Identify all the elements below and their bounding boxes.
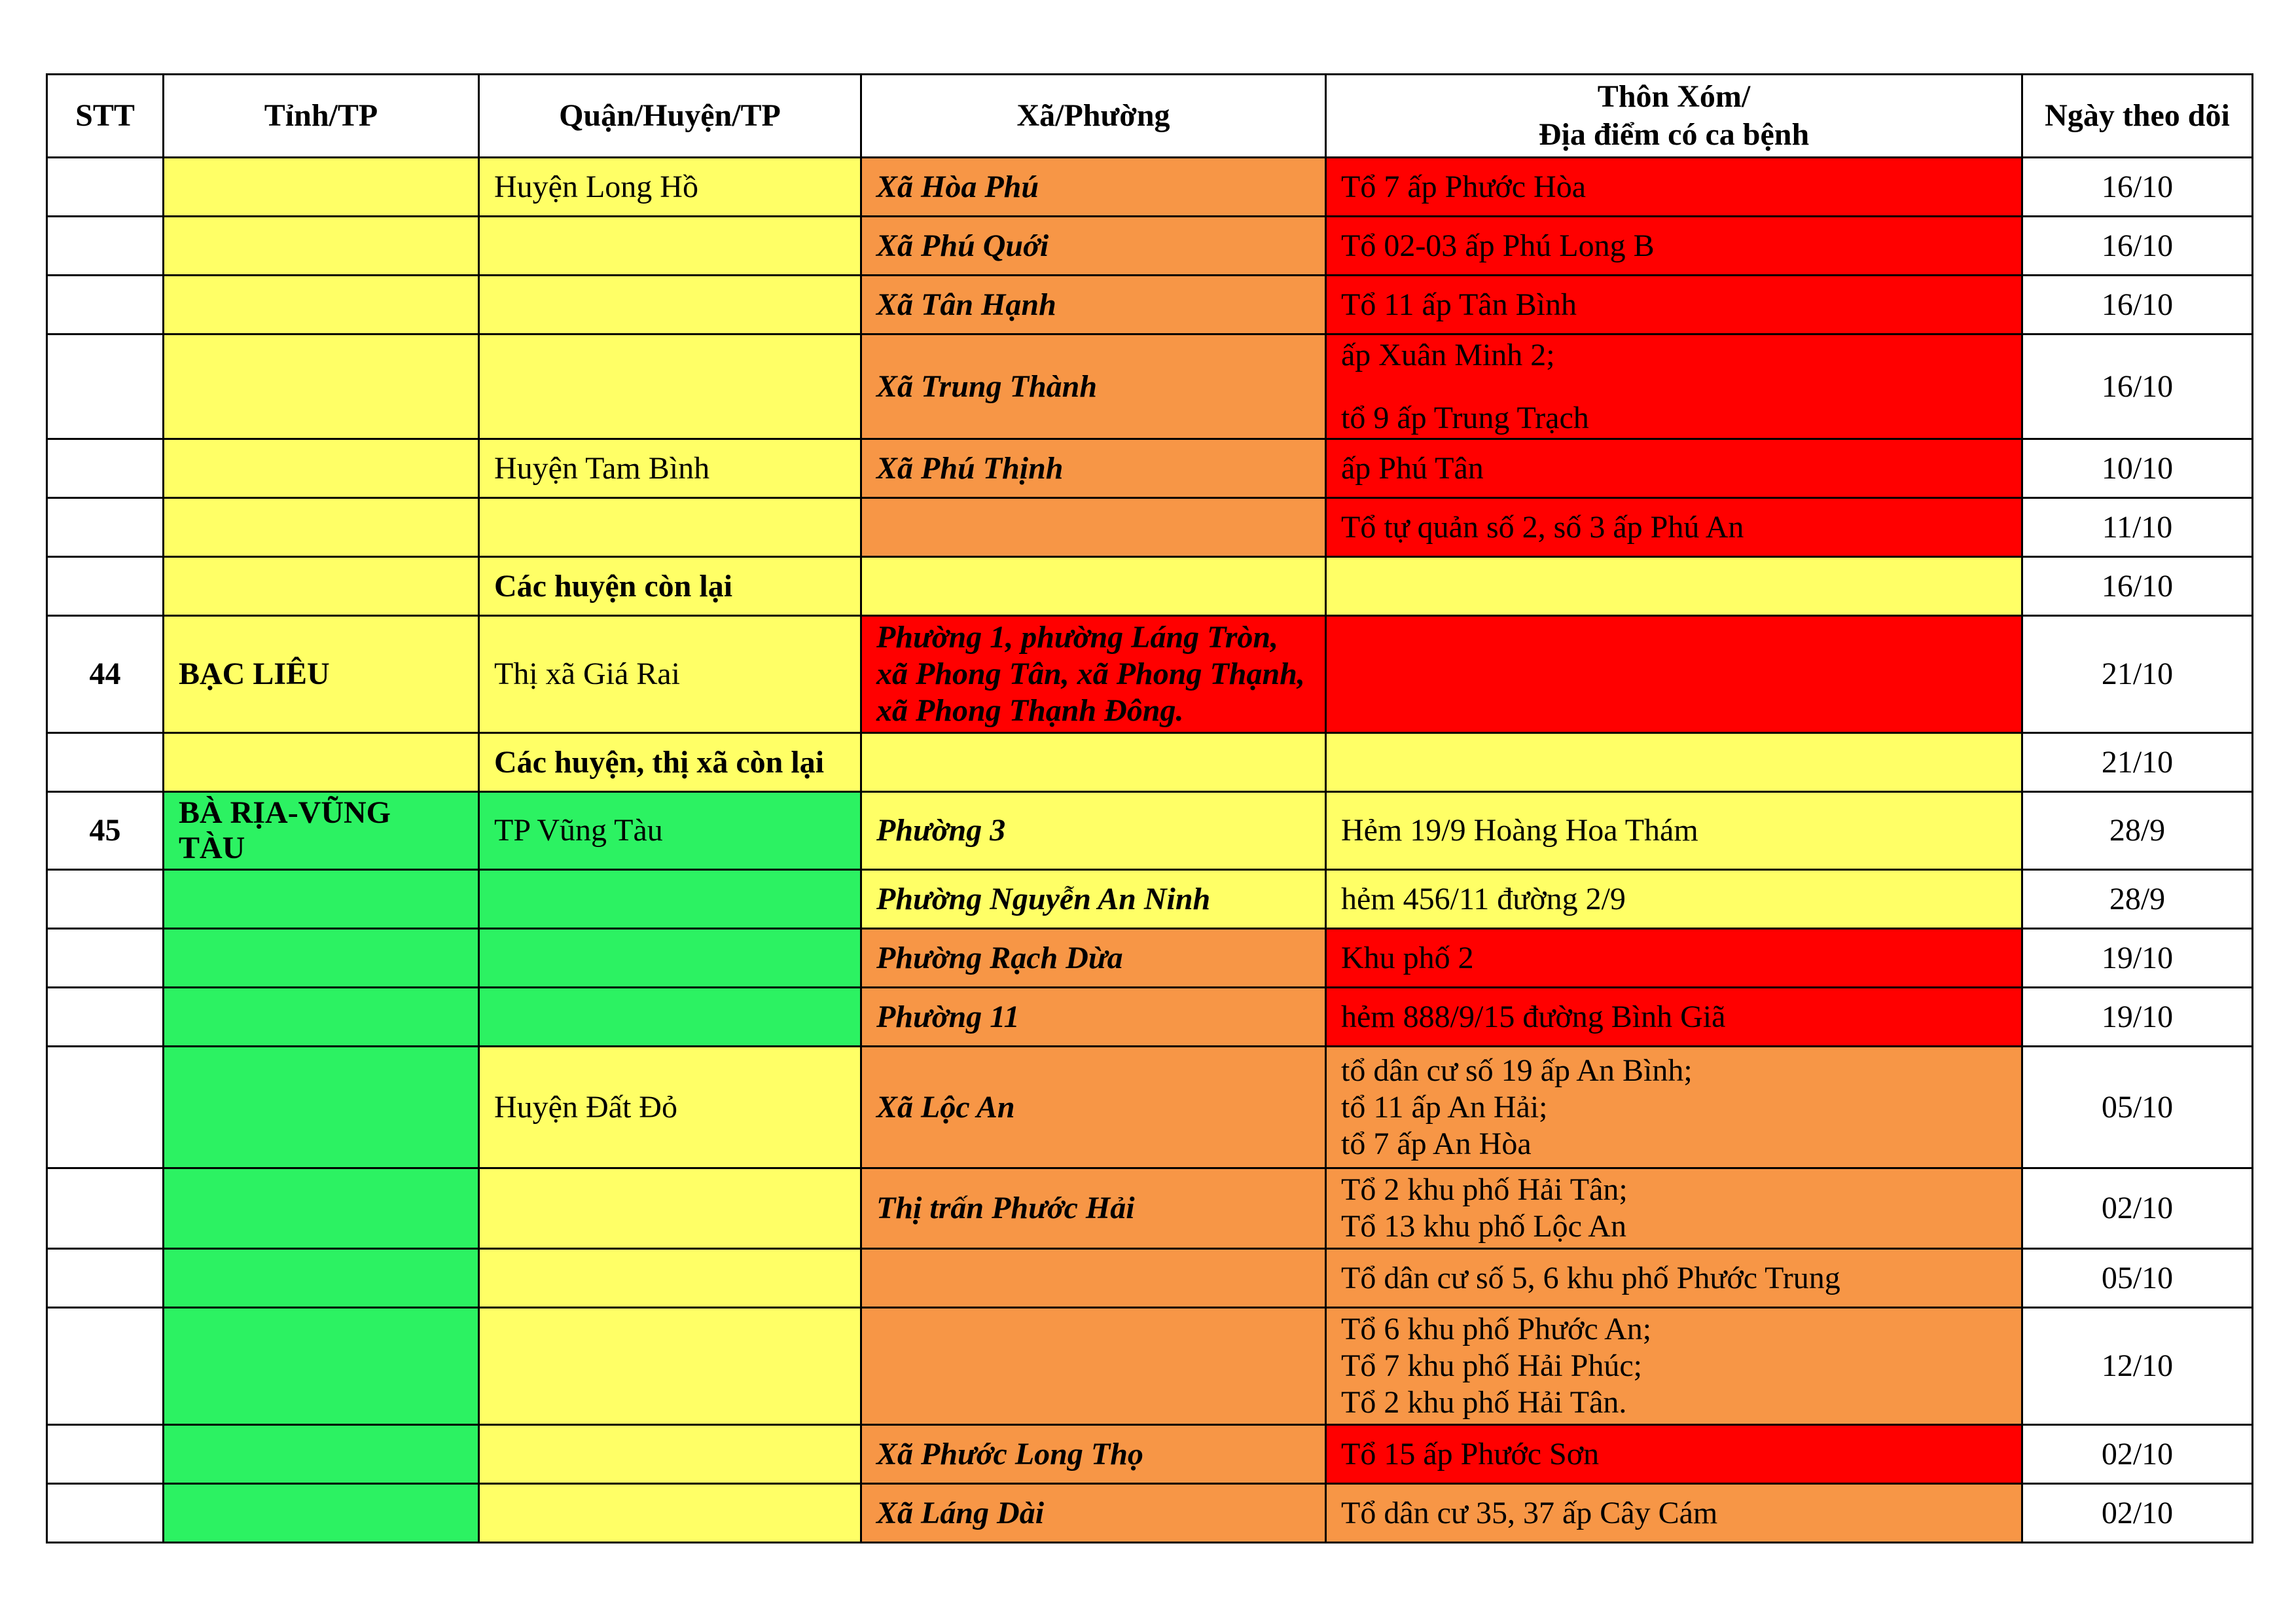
location-cell: Tổ dân cư 35, 37 ấp Cây Cám	[1326, 1484, 2022, 1543]
ward-cell	[861, 557, 1326, 616]
date-cell: 19/10	[2022, 988, 2253, 1047]
district-cell: Huyện Tam Bình	[479, 439, 861, 498]
covid-zone-table	[46, 73, 2253, 1543]
stt-cell	[47, 1484, 164, 1543]
location-cell: hẻm 888/9/15 đường Bình Giã	[1326, 988, 2022, 1047]
table-row	[47, 276, 2253, 334]
date-cell: 21/10	[2022, 733, 2253, 792]
table-row	[47, 733, 2253, 792]
district-cell	[479, 988, 861, 1047]
date-cell: 02/10	[2022, 1484, 2253, 1543]
ward-cell: Xã Trung Thành	[861, 334, 1326, 439]
district-cell	[479, 217, 861, 276]
date-cell: 02/10	[2022, 1168, 2253, 1249]
district-cell: Các huyện còn lại	[479, 557, 861, 616]
table-row	[47, 158, 2253, 217]
province-cell	[164, 870, 479, 929]
ward-cell	[861, 498, 1326, 557]
table-row	[47, 498, 2253, 557]
date-cell: 12/10	[2022, 1308, 2253, 1425]
province-cell	[164, 1168, 479, 1249]
date-cell: 05/10	[2022, 1047, 2253, 1168]
district-cell	[479, 929, 861, 988]
date-cell: 16/10	[2022, 334, 2253, 439]
date-cell: 05/10	[2022, 1249, 2253, 1308]
ward-cell: Xã Phú Quới	[861, 217, 1326, 276]
header-date: Ngày theo dõi	[2022, 75, 2253, 158]
ward-cell: Xã Phước Long Thọ	[861, 1425, 1326, 1484]
province-cell	[164, 929, 479, 988]
table-row	[47, 616, 2253, 733]
stt-cell	[47, 1047, 164, 1168]
table-row	[47, 217, 2253, 276]
location-cell: Tổ 15 ấp Phước Sơn	[1326, 1425, 2022, 1484]
location-cell	[1326, 733, 2022, 792]
location-cell: Tổ dân cư số 5, 6 khu phố Phước Trung	[1326, 1249, 2022, 1308]
location-cell: Tổ 02-03 ấp Phú Long B	[1326, 217, 2022, 276]
district-cell	[479, 1308, 861, 1425]
district-cell: Huyện Long Hồ	[479, 158, 861, 217]
ward-cell: Phường Nguyễn An Ninh	[861, 870, 1326, 929]
district-cell	[479, 1425, 861, 1484]
stt-cell	[47, 870, 164, 929]
province-cell	[164, 1047, 479, 1168]
table-row	[47, 1249, 2253, 1308]
ward-cell: Phường 1, phường Láng Tròn, xã Phong Tân, xã Phong Thạnh, xã Phong Thạnh Đông.	[861, 616, 1326, 733]
table-row	[47, 1308, 2253, 1425]
header-row	[47, 75, 2253, 158]
district-cell: Huyện Đất Đỏ	[479, 1047, 861, 1168]
location-cell	[1326, 616, 2022, 733]
district-cell: Thị xã Giá Rai	[479, 616, 861, 733]
stt-cell: 45	[47, 792, 164, 870]
province-cell	[164, 439, 479, 498]
stt-cell	[47, 1308, 164, 1425]
province-cell	[164, 1249, 479, 1308]
province-cell	[164, 1484, 479, 1543]
district-cell: TP Vũng Tàu	[479, 792, 861, 870]
stt-cell	[47, 557, 164, 616]
ward-cell: Phường 3	[861, 792, 1326, 870]
stt-cell	[47, 1249, 164, 1308]
province-cell	[164, 1425, 479, 1484]
ward-cell	[861, 1308, 1326, 1425]
table-row	[47, 1047, 2253, 1168]
stt-cell	[47, 217, 164, 276]
date-cell: 10/10	[2022, 439, 2253, 498]
province-cell	[164, 217, 479, 276]
district-cell	[479, 870, 861, 929]
stt-cell	[47, 1168, 164, 1249]
table-row	[47, 870, 2253, 929]
district-cell: Các huyện, thị xã còn lại	[479, 733, 861, 792]
table-row	[47, 334, 2253, 439]
location-cell: Tổ 6 khu phố Phước An; Tổ 7 khu phố Hải Phúc; Tổ 2 khu phố Hải Tân.	[1326, 1308, 2022, 1425]
table-row	[47, 557, 2253, 616]
date-cell: 21/10	[2022, 616, 2253, 733]
stt-cell	[47, 439, 164, 498]
table-row	[47, 988, 2253, 1047]
date-cell: 16/10	[2022, 217, 2253, 276]
date-cell: 28/9	[2022, 792, 2253, 870]
header-district: Quận/Huyện/TP	[479, 75, 861, 158]
ward-cell: Phường 11	[861, 988, 1326, 1047]
district-cell	[479, 1484, 861, 1543]
location-cell: Tổ 7 ấp Phước Hòa	[1326, 158, 2022, 217]
stt-cell: 44	[47, 616, 164, 733]
header-province: Tỉnh/TP	[164, 75, 479, 158]
district-cell	[479, 1249, 861, 1308]
stt-cell	[47, 929, 164, 988]
ward-cell: Thị trấn Phước Hải	[861, 1168, 1326, 1249]
date-cell: 11/10	[2022, 498, 2253, 557]
location-cell: Tổ 11 ấp Tân Bình	[1326, 276, 2022, 334]
district-cell	[479, 1168, 861, 1249]
province-cell: BÀ RỊA-VŨNG TÀU	[164, 792, 479, 870]
table-row	[47, 929, 2253, 988]
ward-cell: Xã Tân Hạnh	[861, 276, 1326, 334]
date-cell: 16/10	[2022, 158, 2253, 217]
date-cell: 16/10	[2022, 557, 2253, 616]
location-cell: Khu phố 2	[1326, 929, 2022, 988]
ward-cell: Xã Hòa Phú	[861, 158, 1326, 217]
province-cell	[164, 988, 479, 1047]
table-row	[47, 792, 2253, 870]
stt-cell	[47, 988, 164, 1047]
table-row	[47, 1168, 2253, 1249]
stt-cell	[47, 334, 164, 439]
ward-cell: Xã Lộc An	[861, 1047, 1326, 1168]
table-row	[47, 439, 2253, 498]
header-stt: STT	[47, 75, 164, 158]
date-cell: 19/10	[2022, 929, 2253, 988]
stt-cell	[47, 276, 164, 334]
date-cell: 28/9	[2022, 870, 2253, 929]
table-row	[47, 1484, 2253, 1543]
location-cell: ấp Xuân Minh 2; tổ 9 ấp Trung Trạch	[1326, 334, 2022, 439]
date-cell: 02/10	[2022, 1425, 2253, 1484]
date-cell: 16/10	[2022, 276, 2253, 334]
district-cell	[479, 498, 861, 557]
location-cell: ấp Phú Tân	[1326, 439, 2022, 498]
province-cell	[164, 733, 479, 792]
ward-cell: Xã Phú Thịnh	[861, 439, 1326, 498]
province-cell	[164, 557, 479, 616]
province-cell	[164, 158, 479, 217]
location-cell: tổ dân cư số 19 ấp An Bình; tổ 11 ấp An Hải; tổ 7 ấp An Hòa	[1326, 1047, 2022, 1168]
ward-cell	[861, 1249, 1326, 1308]
header-location: Thôn Xóm/ Địa điểm có ca bệnh	[1326, 75, 2022, 158]
stt-cell	[47, 498, 164, 557]
district-cell	[479, 334, 861, 439]
province-cell	[164, 334, 479, 439]
province-cell	[164, 276, 479, 334]
table-row	[47, 1425, 2253, 1484]
ward-cell: Phường Rạch Dừa	[861, 929, 1326, 988]
stt-cell	[47, 733, 164, 792]
location-cell	[1326, 557, 2022, 616]
location-cell: Tổ 2 khu phố Hải Tân; Tổ 13 khu phố Lộc An	[1326, 1168, 2022, 1249]
header-ward: Xã/Phường	[861, 75, 1326, 158]
ward-cell: Xã Láng Dài	[861, 1484, 1326, 1543]
province-cell	[164, 1308, 479, 1425]
location-cell: Tổ tự quản số 2, số 3 ấp Phú An	[1326, 498, 2022, 557]
province-cell	[164, 498, 479, 557]
stt-cell	[47, 1425, 164, 1484]
stt-cell	[47, 158, 164, 217]
district-cell	[479, 276, 861, 334]
province-cell: BẠC LIÊU	[164, 616, 479, 733]
ward-cell	[861, 733, 1326, 792]
location-cell: Hẻm 19/9 Hoàng Hoa Thám	[1326, 792, 2022, 870]
location-cell: hẻm 456/11 đường 2/9	[1326, 870, 2022, 929]
